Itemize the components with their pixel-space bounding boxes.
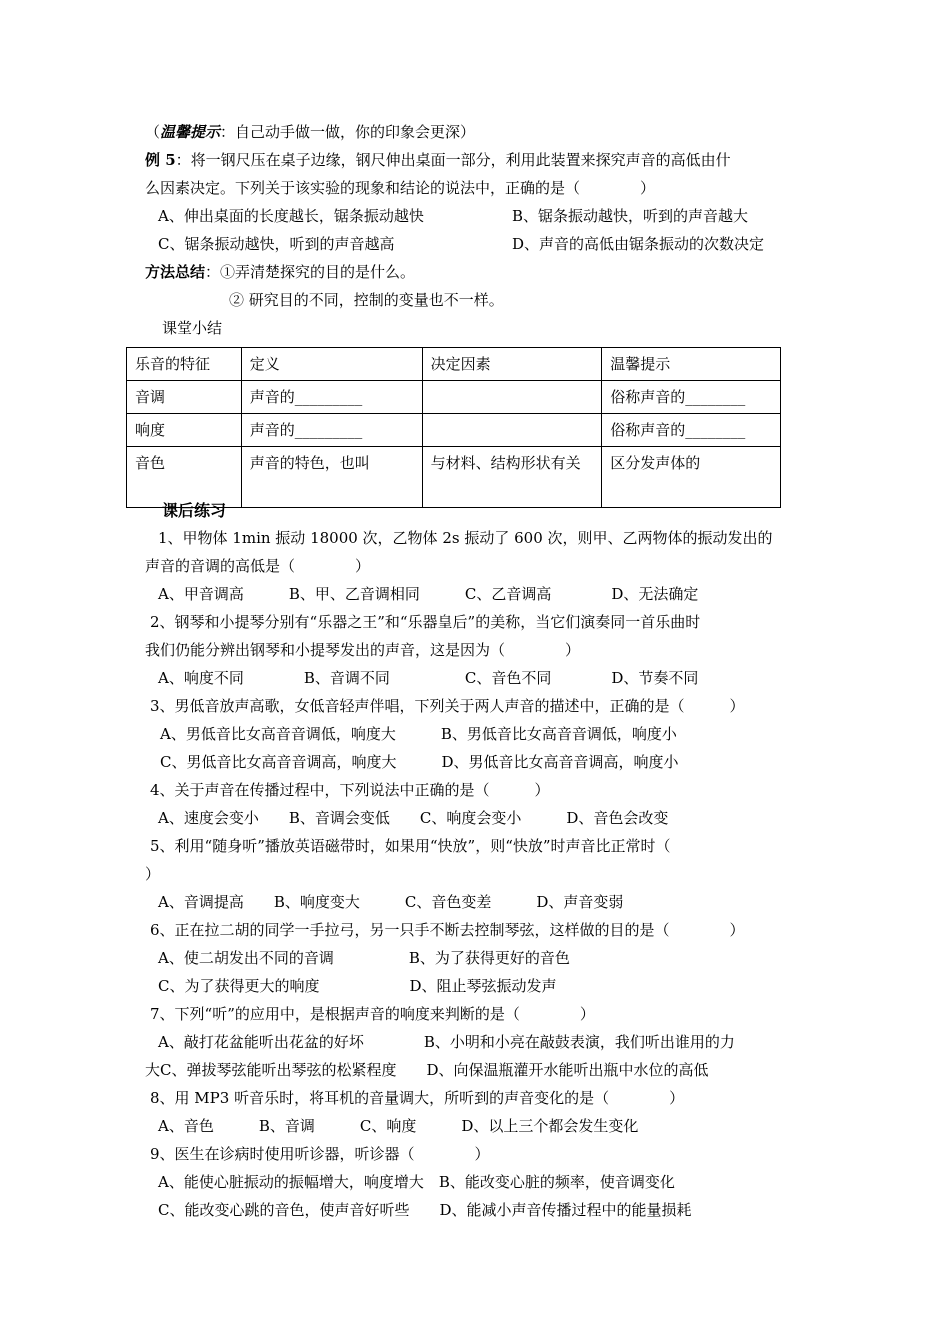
summary-title: 课堂小结: [162, 319, 223, 337]
table-header-cell: 乐音的特征: [127, 348, 242, 381]
tip-label: 温馨提示: [160, 123, 221, 141]
exercise-line: 声音的音调的高低是（ ）: [145, 557, 371, 575]
table-cell: 俗称声音的________: [602, 381, 781, 414]
exercise-line: C、为了获得更大的响度 D、阻止琴弦振动发声: [158, 977, 557, 995]
table-cell: 音调: [127, 381, 242, 414]
exercise-line: 6、正在拉二胡的同学一手拉弓，另一只手不断去控制琴弦，这样做的目的是（ ）: [150, 921, 745, 939]
table-cell: 声音的_________: [241, 414, 422, 447]
example5-label: 例 5: [145, 151, 176, 169]
exercise-line: A、敲打花盆能听出花盆的好坏 B、小明和小亮在敲鼓表演，我们听出谁用的力: [158, 1033, 735, 1051]
method-label: 方法总结: [145, 263, 206, 281]
method-line1: [145, 262, 415, 282]
exercises-title: 课后练习: [162, 501, 227, 520]
table-header-cell: 温馨提示: [602, 348, 781, 381]
exercise-line: 1、甲物体 1min 振动 18000 次，乙物体 2s 振动了 600 次，则甲、乙两物体的振动发出的: [158, 529, 773, 547]
table-cell: [422, 381, 602, 414]
table-cell: 声音的_________: [241, 381, 422, 414]
table-header-row: [127, 348, 781, 381]
exercise-line: C、能改变心跳的音色，使声音好听些 D、能减小声音传播过程中的能量损耗: [158, 1201, 692, 1219]
table-header-cell: 决定因素: [422, 348, 602, 381]
exercise-line: 我们仍能分辨出钢琴和小提琴发出的声音，这是因为（ ）: [145, 641, 581, 659]
table-cell: 区分发声体的: [602, 447, 781, 508]
example5-option-c: C、锯条振动越快，听到的声音越高: [158, 235, 395, 253]
method-line2: ② 研究目的不同，控制的变量也不一样。: [229, 291, 504, 309]
table-cell: 与材料、结构形状有关: [422, 447, 602, 508]
exercise-line: 大C、弹拔琴弦能听出琴弦的松紧程度 D、向保温瓶灌开水能听出瓶中水位的高低: [145, 1061, 709, 1079]
exercise-line: A、音色 B、音调 C、响度 D、以上三个都会发生变化: [158, 1117, 639, 1135]
exercise-line: 7、下列“听”的应用中，是根据声音的响度来判断的是（ ）: [150, 1005, 595, 1023]
exercise-line: ）: [145, 865, 161, 883]
example5-option-d: D、声音的高低由锯条振动的次数决定: [512, 235, 765, 253]
example5-stem: ：将一钢尺压在桌子边缘，钢尺伸出桌面一部分，利用此装置来探究声音的高低由什: [175, 151, 731, 169]
table-cell: 声音的特色，也叫: [241, 447, 422, 508]
summary-table: [126, 347, 781, 508]
table-cell: [422, 414, 602, 447]
example5-line1: [145, 150, 731, 170]
exercise-line: C、男低音比女高音音调高，响度大 D、男低音比女高音音调高，响度小: [160, 753, 679, 771]
table-row: [127, 414, 781, 447]
exercise-line: 8、用 MP3 听音乐时，将耳机的音量调大，所听到的声音变化的是（ ）: [150, 1089, 685, 1107]
exercise-line: 4、关于声音在传播过程中，下列说法中正确的是（ ）: [150, 781, 550, 799]
exercise-line: 3、男低音放声高歌，女低音轻声伴唱，下列关于两人声音的描述中，正确的是（ ）: [150, 697, 745, 715]
exercise-line: 5、利用“随身听”播放英语磁带时，如果用“快放”，则“快放”时声音比正常时（: [150, 837, 671, 855]
exercise-line: A、能使心脏振动的振幅增大，响度增大 B、能改变心脏的频率，使音调变化: [158, 1173, 675, 1191]
table-cell: 俗称声音的________: [602, 414, 781, 447]
table-cell: 响度: [127, 414, 242, 447]
example5-option-a: A、伸出桌面的长度越长，锯条振动越快: [158, 207, 424, 225]
exercise-line: 9、医生在诊病时使用听诊器，听诊器（ ）: [150, 1145, 490, 1163]
table-cell: 音色: [127, 447, 242, 508]
tip-prefix: （: [145, 123, 161, 141]
exercise-line: A、男低音比女高音音调低，响度大 B、男低音比女高音音调低，响度小: [160, 725, 677, 743]
table-row: [127, 381, 781, 414]
exercise-line: A、响度不同 B、音调不同 C、音色不同 D、节奏不同: [158, 669, 699, 687]
exercise-line: A、使二胡发出不同的音调 B、为了获得更好的音色: [158, 949, 570, 967]
tip-text: ：自己动手做一做，你的印象会更深）: [220, 123, 476, 141]
example5-line2: 么因素决定。下列关于该实验的现象和结论的说法中，正确的是（ ）: [145, 179, 656, 197]
method-text1: ：①弄清楚探究的目的是什么。: [205, 263, 416, 281]
table-header-cell: 定义: [241, 348, 422, 381]
exercise-line: A、音调提高 B、响度变大 C、音色变差 D、声音变弱: [158, 893, 624, 911]
example5-option-b: B、锯条振动越快，听到的声音越大: [512, 207, 749, 225]
tip-line: [145, 122, 475, 142]
exercise-line: A、速度会变小 B、音调会变低 C、响度会变小 D、音色会改变: [158, 809, 669, 827]
exercise-line: 2、钢琴和小提琴分别有“乐器之王”和“乐器皇后”的美称，当它们演奏同一首乐曲时: [150, 613, 701, 631]
exercise-line: A、甲音调高 B、甲、乙音调相同 C、乙音调高 D、无法确定: [158, 585, 699, 603]
